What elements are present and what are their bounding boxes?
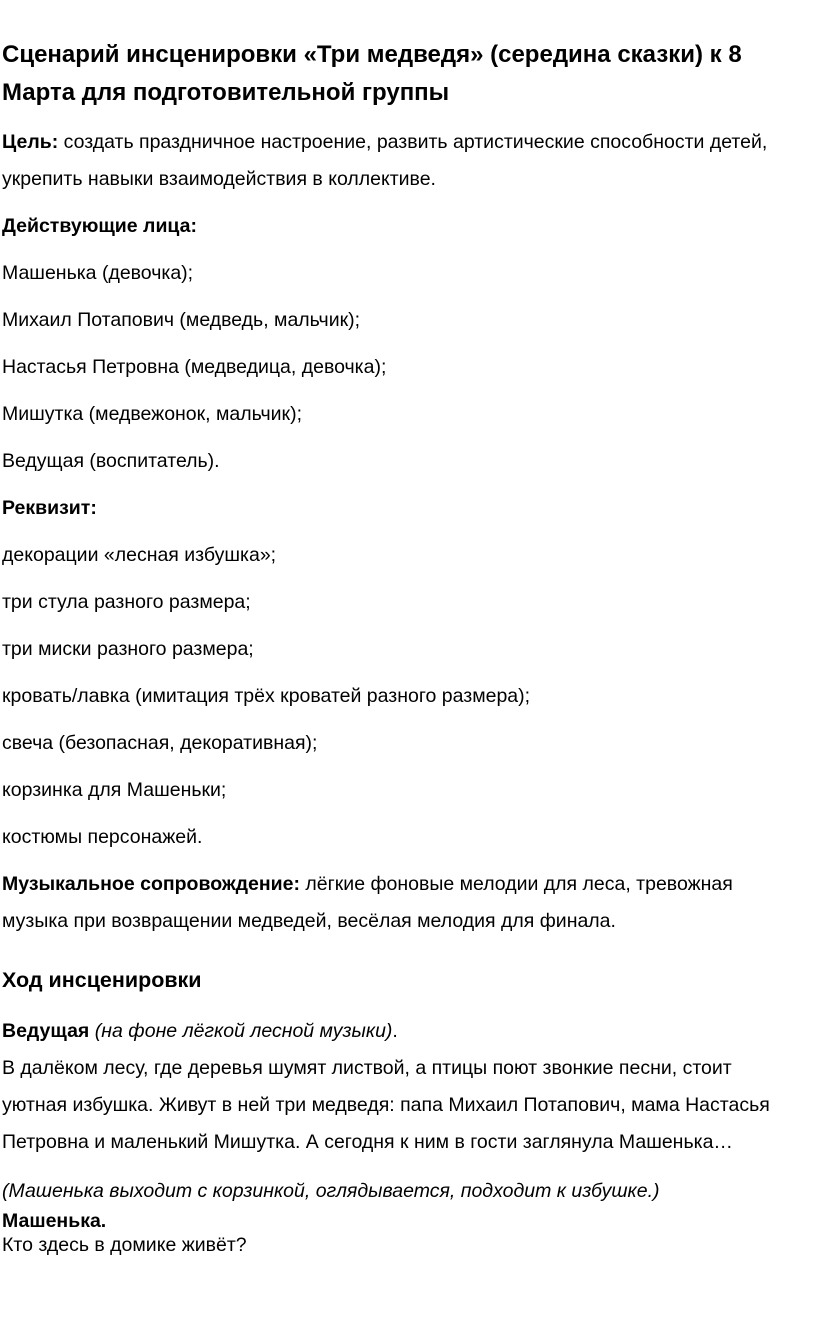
masha-speaker: Машенька. bbox=[2, 1210, 107, 1232]
goal-label: Цель: bbox=[2, 131, 59, 153]
characters-list bbox=[2, 255, 802, 480]
character-item: Машенька (девочка); bbox=[2, 262, 194, 284]
props-list bbox=[2, 537, 802, 856]
character-item: Ведущая (воспитатель). bbox=[2, 450, 220, 472]
goal-text: создать праздничное настроение, развить артистические способности детей, укрепить навыки взаимодействия в коллективе. bbox=[2, 131, 768, 190]
document-title: Сценарий инсценировки «Три медведя» (середина сказки) к 8 Марта для подготовительной группы bbox=[2, 41, 742, 106]
music-paragraph bbox=[2, 866, 802, 940]
character-item: Мишутка (медвежонок, мальчик); bbox=[2, 403, 302, 425]
character-item: Михаил Потапович (медведь, мальчик); bbox=[2, 309, 361, 331]
stage-direction: (Машенька выходит с корзинкой, оглядывается, подходит к избушке.) bbox=[2, 1180, 660, 1202]
characters-label: Действующие лица: bbox=[2, 215, 197, 237]
host-remark: (на фоне лёгкой лесной музыки) bbox=[94, 1020, 393, 1042]
host-speaker-line bbox=[2, 1013, 802, 1050]
props-heading bbox=[2, 490, 802, 527]
masha-line: Кто здесь в домике живёт? bbox=[2, 1234, 247, 1256]
music-text: лёгкие фоновые мелодии для леса, тревожная музыка при возвращении медведей, весёлая мелодия для финала. bbox=[2, 873, 733, 932]
prop-item: три миски разного размера; bbox=[2, 638, 254, 660]
host-remark-end: . bbox=[392, 1020, 398, 1042]
host-speech: В далёком лесу, где деревья шумят листвой, а птицы поют звонкие песни, стоит уютная избушка. Живут в ней три медведя: папа Михаил Потапович, мама Настасья Петровна и маленький Мишутка. А сегодня к ним в гости заглянула Машенька… bbox=[2, 1057, 770, 1153]
prop-item: свеча (безопасная, декоративная); bbox=[2, 732, 318, 754]
document-page bbox=[2, 36, 802, 1258]
goal-paragraph bbox=[2, 124, 802, 198]
props-label: Реквизит: bbox=[2, 497, 97, 519]
prop-item: декорации «лесная избушка»; bbox=[2, 544, 277, 566]
host-name: Ведущая bbox=[2, 1020, 90, 1042]
prop-item: корзинка для Машеньки; bbox=[2, 779, 227, 801]
progress-heading: Ход инсценировки bbox=[2, 968, 202, 992]
characters-heading bbox=[2, 208, 802, 245]
character-item: Настасья Петровна (медведица, девочка); bbox=[2, 356, 387, 378]
prop-item: три стула разного размера; bbox=[2, 591, 251, 613]
music-label: Музыкальное сопровождение: bbox=[2, 873, 301, 895]
prop-item: кровать/лавка (имитация трёх кроватей разного размера); bbox=[2, 685, 531, 707]
prop-item: костюмы персонажей. bbox=[2, 826, 203, 848]
